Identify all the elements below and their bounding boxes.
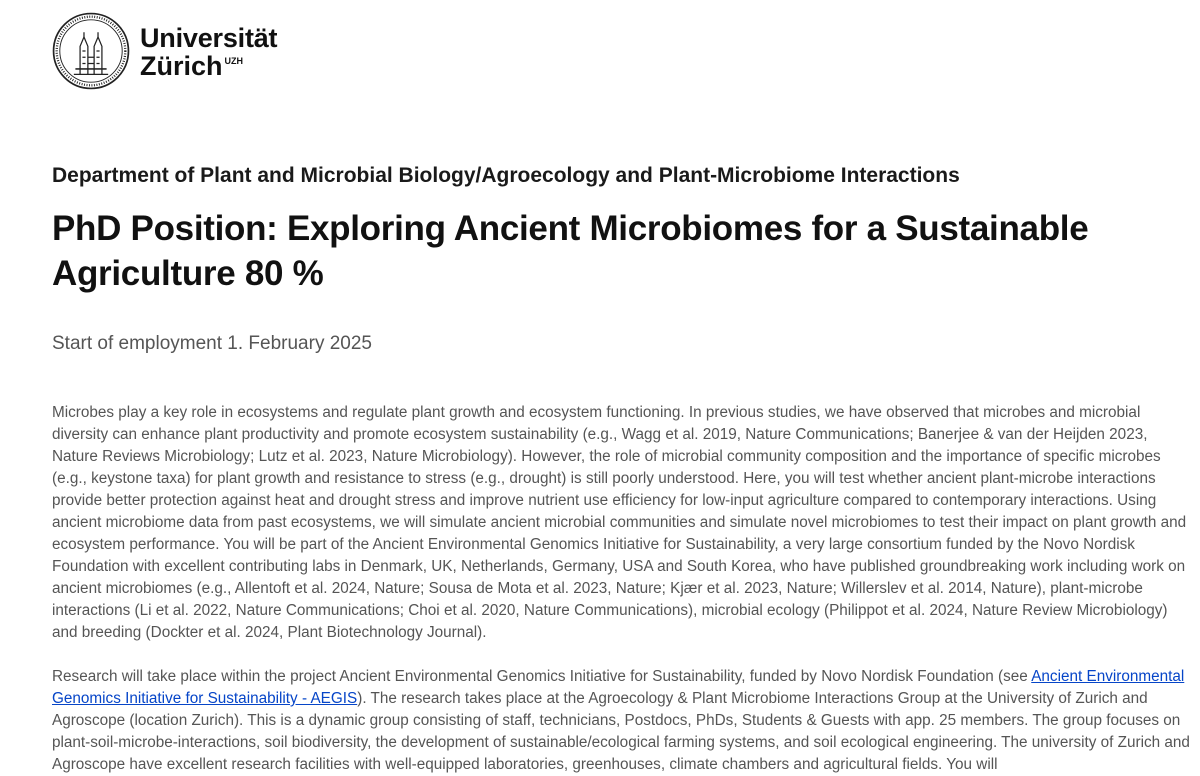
university-name-line2: Zürich [140,50,223,81]
paragraph-2-rest: ). The research takes place at the Agroecology & Plant Microbiome Interactions Group at the University of Zurich and Agroscope (location Zurich). This is a dynamic group consisting of staff, technicians, Postdocs, PhDs, Students & Guests with app. 25 members. The group focuses on plant-soil-microbe-interactions, soil biodiversity, the development of sustainable/ecological farming systems, and soil ecological engineering. The university of Zurich and Agroscope have excellent research facilities with well-equipped laboratories, greenhouses, climate chambers and agricultural fields. You will [52,690,1190,773]
page-title: PhD Position: Exploring Ancient Microbiomes for a Sustainable Agriculture 80 % [52,209,1089,293]
university-wordmark[interactable] [140,22,278,81]
university-name-line1: Universität [140,22,278,53]
paragraph-2-intro: Research will take place within the project Ancient Environmental Genomics Initiative for Sustainability, funded by Novo Nordisk Foundation (see [52,668,1032,685]
university-seal-icon[interactable] [52,12,130,90]
university-abbr: UZH [224,55,244,66]
aegis-link[interactable]: Ancient Environmental Genomics Initiative for Sustainability - AEGIS [52,668,1185,707]
department-heading: Department of Plant and Microbial Biology/Agroecology and Plant-Microbiome Interactions [52,164,960,187]
description-paragraph-1: Microbes play a key role in ecosystems and regulate plant growth and ecosystem functioning. In previous studies, we have observed that microbes and microbial diversity can enhance plant productivity and promote ecosystem sustainability (e.g., Wagg et al. 2019, Nature Communications; Banerjee & van der Heijden 2023, Nature Reviews Microbiology; Lutz et al. 2023, Nature Microbiology). However, the role of microbial community composition and the importance of specific microbes (e.g., keystone taxa) for plant growth and resistance to stress (e.g., drought) is still poorly understood. Here, you will test whether ancient plant-microbe interactions provide better protection against heat and drought stress and improve nutrient use efficiency for low-input agriculture compared to contemporary interactions. Using ancient microbiome data from past ecosystems, we will simulate ancient microbial communities and simulate novel microbiomes to test their impact on plant growth and ecosystem performance. You will be part of the Ancient Environmental Genomics Initiative for Sustainability, a very large consortium funded by the Novo Nordisk Foundation with excellent contributing labs in Denmark, UK, Netherlands, Germany, USA and South Korea, who have published groundbreaking work including work on ancient microbiomes (e.g., Allentoft et al. 2024, Nature; Sousa de Mota et al. 2023, Nature; Kjær et al. 2023, Nature; Willerslev et al. 2014, Nature), plant-microbe interactions (Li et al. 2022, Nature Communications; Choi et al. 2020, Nature Communications), microbial ecology (Philippot et al. 2024, Nature Review Microbiology) and breeding (Dockter et al. 2024, Plant Biotechnology Journal). [52,404,1187,641]
description-paragraph-2 [52,666,1192,776]
site-header [52,12,277,90]
start-of-employment: Start of employment 1. February 2025 [52,333,372,354]
